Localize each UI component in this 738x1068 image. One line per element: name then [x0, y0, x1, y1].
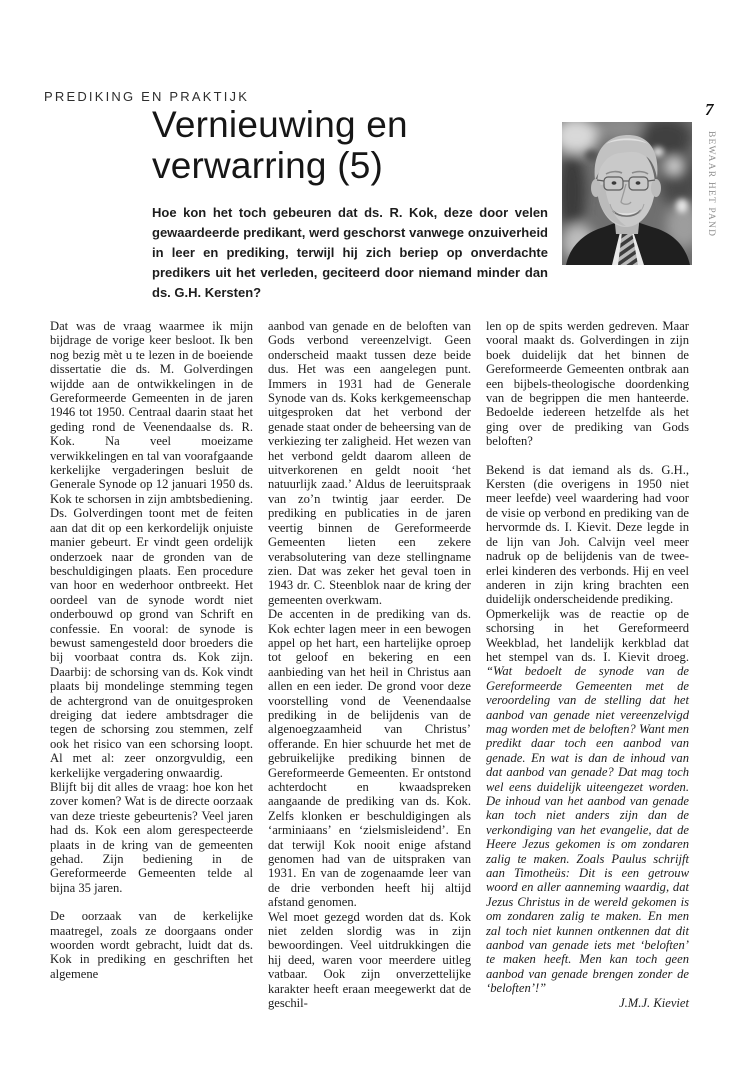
paragraph-with-quote	[486, 607, 689, 996]
body-column-1	[50, 319, 253, 1011]
body-column-3	[486, 319, 689, 1011]
paragraph: Blijft bij dit alles de vraag: hoe kon het zover komen? Wat is de directe oorzaak van deze trieste gebeurtenis? Veel jaren had ds. Kok een alom gerespecteerde plaats in de kring van de gemeenten gehad. Zijn bediening in de Gereformeerde Gemeenten telde al bijna 35 jaren.	[50, 780, 253, 895]
article-title-line1: Vernieuwing en	[152, 104, 408, 145]
page-number: 7	[705, 100, 714, 119]
body-column-2	[268, 319, 471, 1011]
paragraph: De accenten in de prediking van ds. Kok echter lagen meer in een bewogen appel op het hart, een hartelijke oproep tot geloof en bekering en een aanbieding van het heil in Christus aan allen en een ieder. De grond voor deze voorstelling vond de Veenendaalse prediking in de belijdenis van de algenoegzaamheid van Christus’ offerande. En hier schuurde het met de gebruikelijke prediking binnen de Gereformeerde Gemeenten. Er ontstond achterdocht en kwaadspreken aangaande de prediking van ds. Kok. Zelfs klonken er beschuldigingen als ‘arminiaans’ en ‘zielsmisleidend’. En dat terwijl Kok nooit enige afstand genomen had van de uitspraken van 1931. En van de zogenaamde leer van de drie verbonden heeft hij altijd afstand genomen.	[268, 607, 471, 910]
paragraph: len op de spits werden gedreven. Maar vooral maakt ds. Golverdingen in zijn boek duidelijk dat het binnen de Gereformeerde Gemeenten ontbrak aan een bijbels-theologische doordenking van de begrippen die men hanteerde. Bedoelde iedereen hetzelfde als het ging over de prediking van Gods beloften?	[486, 319, 689, 449]
author-signature: J.M.J. Kieviet	[619, 995, 689, 1010]
portrait-photo-illustration	[562, 122, 692, 265]
article-body	[50, 319, 690, 1011]
portrait-photo	[562, 122, 692, 265]
paragraph: aanbod van genade en de beloften van Gods verbond vereenzelvigt. Geen onderscheid maakt tussen deze beide dus. Het was een aangelegen punt. Immers in 1931 had de Generale Synode van ds. Koks kerkgemeenschap uitgesproken dat het verbond der genade staat onder de beheersing van de verkiezing ter zaligheid. Het wezen van het verbond geldt daarom alleen de uitverkorenen en geldt nooit ‘het natuurlijk zaad.’ Aldus de leeruitspraak van zo’n twintig jaar eerder. De prediking en publicaties in de jaren veertig binnen de Gereformeerde Gemeenten lieten een zekere verabsolutering van deze stellingname zien. Dat was zeker het geval toen in 1943 dr. C. Steenblok naar de kring der gemeenten overkwam.	[268, 319, 471, 607]
section-kicker: PREDIKING EN PRAKTIJK	[44, 89, 250, 104]
article-title-line2: verwarring (5)	[152, 145, 384, 186]
paragraph: Wel moet gezegd worden dat ds. Kok niet zelden slordig was in zijn bewoordingen. Veel uitdrukkingen die hij deed, waren voor meerdere uitleg vatbaar. Ook zijn onverzettelijke karakter heeft eraan meegewerkt dat de geschil-	[268, 909, 471, 1011]
article-intro: Hoe kon het toch gebeuren dat ds. R. Kok, deze door velen gewaardeerde predikant, werd geschorst vanwege onzuiverheid in leer en prediking, terwijl hij zich beriep op onverdachte predikers uit het verleden, geciteerd door niemand minder dan ds. G.H. Kersten?	[152, 205, 548, 300]
article-title	[152, 104, 408, 186]
paragraph: De oorzaak van de kerkelijke maatregel, zoals ze doorgaans onder woorden wordt gebracht, luidt dat ds. Kok in prediking en geschriften het algemene	[50, 909, 253, 981]
paragraph: Dat was de vraag waarmee ik mijn bijdrage de vorige keer besloot. Ik ben nog bezig mèt u te lezen in de boeiende dissertatie die ds. M. Golverdingen wijdde aan de ontwikkelingen in de Gereformeerde Gemeenten in de jaren 1946 tot 1950. Centraal daarin staat het geding rond de Veenendaalse ds. R. Kok. Na veel moeizame verwikkelingen en tal van voorafgaande kerkelijke vergaderingen besluit de Generale Synode op 12 januari 1950 ds. Kok te schorsen in zijn ambtsbediening. Ds. Golverdingen toont met de feiten aan dat dit op een kerkordelijk onjuiste manier gebeurt. Er vindt geen ordelijk onderzoek naar de gronden van de beschuldigingen plaats. Een procedure van hoor en wederhoor ontbreekt. Het oordeel van de synode wordt niet onderbouwd op grond van Schrift en confessie. En vooral: de synode is bewust samengesteld door broeders die bij voorbaat contra ds. Kok zijn. Daarbij: de schorsing van ds. Kok vindt plaats bij mondelinge stemming tegen de achtergrond van de onuitgesproken dreiging dat iedere ambtsdrager die tegen de schorsing zou stemmen, zelf ook het risico van een schorsing loopt. Al met al: zeer onzorgvuldig, een kerkelijke vergadering onwaardig.	[50, 319, 253, 780]
magazine-title-vertical: BEWAAR HET PAND	[706, 131, 716, 238]
weekblad-quote: “Wat bedoelt de synode van de Gereformeerde Gemeenten met de veroordeling van de stelling dat het aanbod van genade niet vereenzelvigd mag worden met de beloften? Want men predikt daar toch een aanbod van genade. En wat is dan de inhoud van dat aanbod van genade? Dat mag toch wel eens duidelijk uiteengezet worden. De inhoud van het aanbod van genade kan toch niet anders zijn dan de verkondiging van het evangelie, dat de Heere Jezus gekomen is om zondaren zalig te maken. Zoals Paulus schrijft aan Timotheüs: Dit is een getrouw woord en aller aanneming waardig, dat Jezus Christus in de wereld gekomen is om zondaren zalig te maken. En men zal toch niet kunnen ontkennen dat dit aanbod van genade iets met ‘beloften’ te maken heeft. Men kan toch geen aanbod van genade brengen zonder de ‘beloften’!”	[486, 664, 689, 996]
paragraph: Bekend is dat iemand als ds. G.H., Kersten (die overigens in 1950 niet meer leefde) veel waardering had voor de visie op verbond en prediking van de hervormde ds. I. Kievit. Deze legde in de lijn van Joh. Calvijn veel meer nadruk op de belijdenis van de twee-erlei kinderen des verbonds. Hij en veel anderen in zijn kring brachten een duidelijk onderscheidende prediking.	[486, 462, 689, 607]
quote-lead-in: Opmerkelijk was de reactie op de schorsing in het Gereformeerd Weekblad, het landelijk kerkblad dat het stempel van ds. I. Kievit droeg.	[486, 606, 689, 664]
